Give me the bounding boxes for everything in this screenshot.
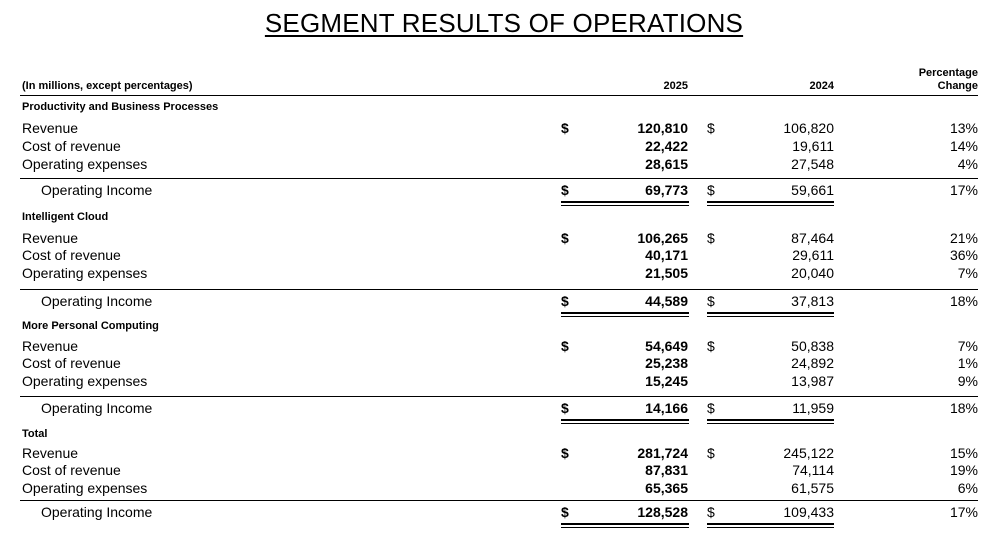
column-header-percentage-change [919, 67, 978, 93]
operating-income-percentage-change: 17% [949, 504, 978, 520]
operating-income-2024: 109,433 [783, 504, 834, 520]
value-2024: 87,464 [791, 230, 834, 246]
percentage-change: 4% [957, 156, 978, 172]
currency-symbol: $ [707, 504, 715, 520]
operating-income-2025: 14,166 [645, 400, 688, 416]
row-label: Cost of revenue [22, 462, 121, 478]
value-2024: 61,575 [791, 480, 834, 496]
pct-header-line1: Percentage [918, 67, 978, 79]
row-label: Operating expenses [22, 265, 148, 281]
currency-symbol: $ [561, 338, 569, 354]
header-rule [20, 95, 978, 96]
value-2024: 27,548 [791, 156, 834, 172]
segment-title: Intelligent Cloud [22, 211, 109, 223]
percentage-change: 7% [957, 338, 978, 354]
row-label: Cost of revenue [22, 138, 121, 154]
currency-symbol: $ [561, 504, 569, 520]
double-underline-2025 [561, 312, 689, 314]
double-underline-2025 [561, 205, 689, 206]
operating-income-2024: 59,661 [791, 182, 834, 198]
currency-symbol: $ [707, 445, 715, 461]
double-underline-2024 [707, 527, 834, 528]
double-underline-2024 [707, 316, 834, 317]
value-2025: 54,649 [645, 338, 688, 354]
operating-income-label: Operating Income [41, 293, 153, 309]
value-2025: 87,831 [645, 462, 688, 478]
row-label: Operating expenses [22, 156, 148, 172]
column-header-2025: 2025 [663, 80, 688, 92]
percentage-change: 13% [949, 120, 978, 136]
currency-symbol: $ [561, 400, 569, 416]
currency-symbol: $ [561, 293, 569, 309]
row-label: Revenue [22, 230, 79, 246]
currency-symbol: $ [561, 445, 569, 461]
operating-income-2025: 69,773 [645, 182, 688, 198]
subtotal-rule [20, 396, 978, 397]
double-underline-2024 [707, 205, 834, 206]
value-2025: 65,365 [645, 480, 688, 496]
percentage-change: 6% [957, 480, 978, 496]
operating-income-2025: 128,528 [637, 504, 688, 520]
percentage-change: 7% [957, 265, 978, 281]
double-underline-2025 [561, 527, 689, 528]
row-label: Revenue [22, 445, 79, 461]
operating-income-label: Operating Income [41, 400, 153, 416]
subtotal-rule [20, 178, 978, 179]
operating-income-label: Operating Income [41, 504, 153, 520]
currency-symbol: $ [707, 293, 715, 309]
value-2025: 15,245 [645, 373, 688, 389]
percentage-change: 21% [949, 230, 978, 246]
currency-symbol: $ [707, 120, 715, 136]
value-2025: 21,505 [645, 265, 688, 281]
value-2024: 50,838 [791, 338, 834, 354]
row-label: Operating expenses [22, 480, 148, 496]
double-underline-2025 [561, 419, 689, 421]
value-2024: 29,611 [792, 247, 834, 263]
units-note: (In millions, except percentages) [22, 80, 193, 92]
segment-title: Total [22, 428, 48, 440]
row-label: Cost of revenue [22, 355, 121, 371]
segment-title: Productivity and Business Processes [22, 101, 219, 113]
row-label: Revenue [22, 338, 79, 354]
currency-symbol: $ [561, 230, 569, 246]
value-2024: 20,040 [791, 265, 834, 281]
percentage-change: 15% [949, 445, 978, 461]
currency-symbol: $ [707, 182, 715, 198]
currency-symbol: $ [561, 182, 569, 198]
value-2024: 245,122 [783, 445, 834, 461]
percentage-change: 14% [949, 138, 978, 154]
percentage-change: 19% [949, 462, 978, 478]
segment-title: More Personal Computing [22, 320, 159, 332]
value-2025: 28,615 [645, 156, 688, 172]
row-label: Revenue [22, 120, 79, 136]
value-2024: 24,892 [791, 355, 834, 371]
value-2024: 74,114 [792, 462, 834, 478]
value-2025: 120,810 [637, 120, 688, 136]
operating-income-percentage-change: 18% [949, 293, 978, 309]
operating-income-2024: 11,959 [792, 400, 834, 416]
row-label: Cost of revenue [22, 247, 121, 263]
value-2024: 106,820 [783, 120, 834, 136]
row-label: Operating expenses [22, 373, 148, 389]
pct-header-line2: Change [937, 80, 978, 92]
double-underline-2024 [707, 312, 834, 314]
double-underline-2025 [561, 201, 689, 203]
double-underline-2024 [707, 419, 834, 421]
double-underline-2024 [707, 201, 834, 203]
operating-income-label: Operating Income [41, 182, 153, 198]
value-2024: 13,987 [791, 373, 834, 389]
value-2024: 19,611 [792, 138, 834, 154]
currency-symbol: $ [707, 338, 715, 354]
value-2025: 40,171 [645, 247, 688, 263]
currency-symbol: $ [707, 400, 715, 416]
currency-symbol: $ [707, 230, 715, 246]
subtotal-rule [20, 289, 978, 290]
subtotal-rule [20, 500, 978, 501]
double-underline-2024 [707, 523, 834, 525]
double-underline-2025 [561, 523, 689, 525]
value-2025: 25,238 [645, 355, 688, 371]
percentage-change: 36% [949, 247, 978, 263]
operating-income-percentage-change: 18% [949, 400, 978, 416]
double-underline-2024 [707, 423, 834, 424]
value-2025: 281,724 [637, 445, 688, 461]
operating-income-percentage-change: 17% [949, 182, 978, 198]
value-2025: 22,422 [645, 138, 688, 154]
double-underline-2025 [561, 423, 689, 424]
double-underline-2025 [561, 316, 689, 317]
percentage-change: 1% [957, 355, 978, 371]
operating-income-2025: 44,589 [645, 293, 688, 309]
column-header-2024: 2024 [809, 80, 834, 92]
operating-income-2024: 37,813 [791, 293, 834, 309]
percentage-change: 9% [957, 373, 978, 389]
currency-symbol: $ [561, 120, 569, 136]
page-title: SEGMENT RESULTS OF OPERATIONS [264, 8, 744, 38]
value-2025: 106,265 [637, 230, 688, 246]
